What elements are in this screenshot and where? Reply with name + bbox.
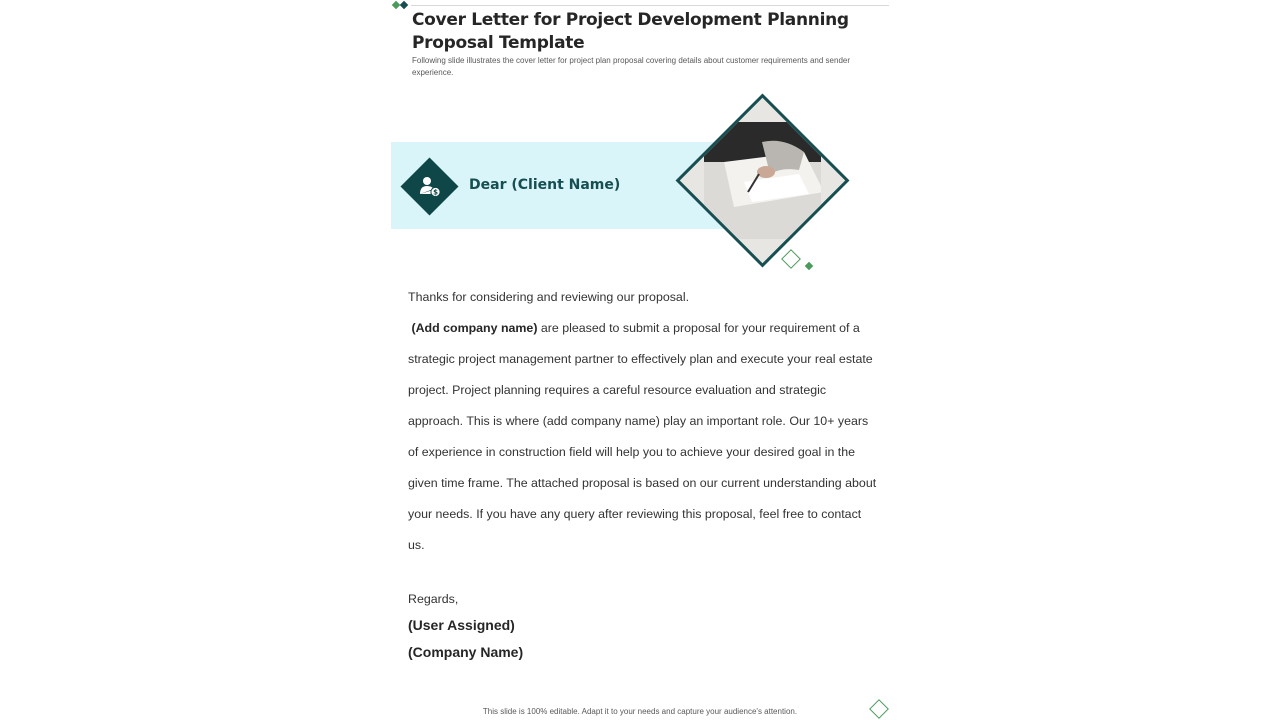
business-meeting-photo: [676, 94, 850, 268]
user-assigned: (User Assigned): [408, 617, 515, 633]
letter-main-text: are pleased to submit a proposal for your requirement of a strategic project management partner to effectively plan and execute your real estate project. Project planning requires a careful resource evaluation and strategic approach. This is where (add company name) play an important role. Our 10+ years of experience in construction field will help you to achieve your desired goal in the given time frame. The attached proposal is based on our current understanding about your needs. If you have any query after reviewing this proposal, feel free to contact us.: [408, 321, 877, 552]
top-divider: [411, 5, 889, 6]
dark-diamond-dot: [400, 1, 408, 9]
green-diamond-accent: [805, 262, 813, 270]
letter-intro: Thanks for considering and reviewing our proposal.: [408, 290, 690, 304]
page-subtitle: Following slide illustrates the cover letter for project plan proposal covering details about customer requirements and sender experience.: [412, 56, 851, 77]
regards-text: Regards,: [408, 592, 459, 606]
company-name: (Company Name): [408, 644, 524, 660]
outline-diamond-small: [781, 249, 801, 269]
letter-body: [408, 282, 878, 561]
company-name-placeholder: (Add company name): [411, 321, 538, 335]
slide-page: [391, 0, 889, 720]
salutation-greeting: Dear (Client Name): [469, 177, 621, 193]
svg-text:$: $: [433, 188, 438, 197]
page-title: Cover Letter for Project Development Planning Proposal Template: [412, 10, 849, 53]
footer-note: This slide is 100% editable. Adapt it to your needs and capture your audience's attention.: [482, 707, 798, 716]
user-dollar-icon: [415, 172, 445, 202]
